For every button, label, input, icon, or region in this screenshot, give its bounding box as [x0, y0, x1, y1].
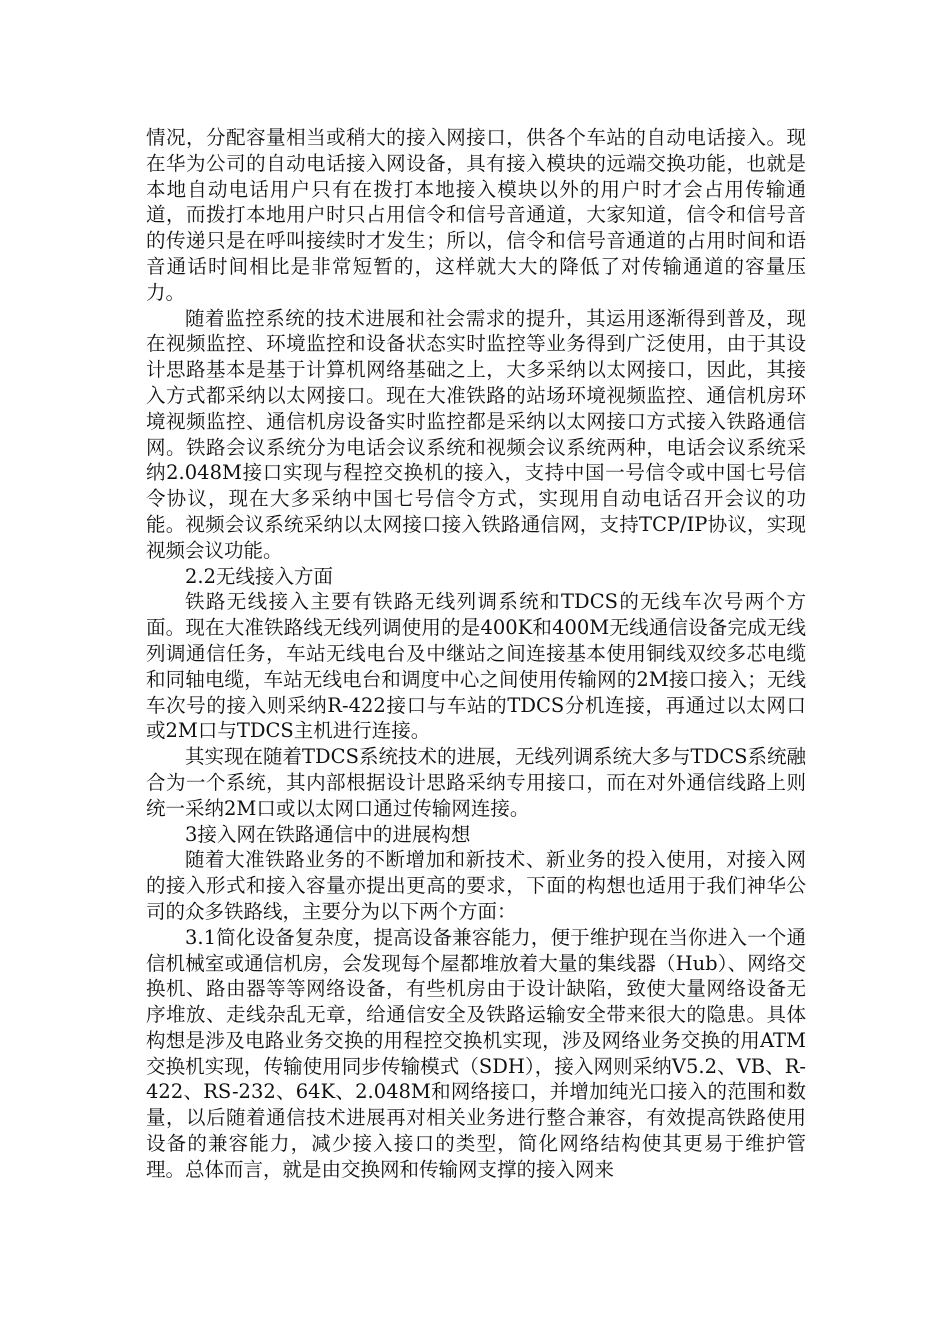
- paragraph: 随着大准铁路业务的不断增加和新技术、新业务的投入使用，对接入网的接入形式和接入容量亦提出更高的要求，下面的构想也适用于我们神华公司的众多铁路线，主要分为以下两个方面：: [146, 848, 806, 923]
- paragraph: 情况，分配容量相当或稍大的接入网接口，供各个车站的自动电话接入。现在华为公司的自动电话接入网设备，具有接入模块的远端交换功能，也就是本地自动电话用户只有在拨打本地接入模块以外的用户时才会占用传输通道，而拨打本地用户时只占用信令和信号音通道，大家知道，信令和信号音的传递只是在呼叫接续时才发生；所以，信令和信号音通道的占用时间和语音通话时间相比是非常短暂的，这样就大大的降低了对传输通道的容量压力。: [146, 126, 806, 304]
- section-heading: 2.2无线接入方面: [185, 564, 334, 588]
- paragraph: 其实现在随着TDCS系统技术的进展，无线列调系统大多与TDCS系统融合为一个系统，其内部根据设计思路采纳专用接口，而在对外通信线路上则统一采纳2M口或以太网口通过传输网连接。: [146, 745, 806, 820]
- paragraph: 随着监控系统的技术进展和社会需求的提升，其运用逐渐得到普及，现在视频监控、环境监控和设备状态实时监控等业务得到广泛使用，由于其设计思路基本是基于计算机网络基础之上，大多采纳以太网接口，因此，其接入方式都采纳以太网接口。现在大准铁路的站场环境视频监控、通信机房环境视频监控、通信机房设备实时监控都是采纳以太网接口方式接入铁路通信网。铁路会议系统分为电话会议系统和视频会议系统两种，电话会议系统采纳2.048M接口实现与程控交换机的接入，支持中国一号信令或中国七号信令协议，现在大多采纳中国七号信令方式，实现用自动电话召开会议的功能。视频会议系统采纳以太网接口接入铁路通信网，支持TCP/IP协议，实现视频会议功能。: [146, 306, 806, 562]
- document-body: [146, 125, 806, 1183]
- paragraph: 3.1简化设备复杂度，提高设备兼容能力，便于维护现在当你进入一个通信机械室或通信机房，会发现每个屋都堆放着大量的集线器（Hub）、网络交换机、路由器等等网络设备，有些机房由于设计缺陷，致使大量网络设备无序堆放、走线杂乱无章，给通信安全及铁路运输安全带来很大的隐患。具体构想是涉及电路业务交换的用程控交换机实现，涉及网络业务交换的用ATM交换机实现，传输使用同步传输模式（SDH），接入网则采纳V5.2、VB、R-422、RS-232、64K、2.048M和网络接口，并增加纯光口接入的范围和数量，以后随着通信技术进展再对相关业务进行整合兼容，有效提高铁路使用设备的兼容能力，减少接入接口的类型，简化网络结构使其更易于维护管理。总体而言，就是由交换网和传输网支撑的接入网来: [146, 925, 806, 1181]
- section-heading: 3接入网在铁路通信中的进展构想: [185, 822, 471, 846]
- paragraph: 铁路无线接入主要有铁路无线列调系统和TDCS的无线车次号两个方面。现在大准铁路线无线列调使用的是400K和400M无线通信设备完成无线列调通信任务，车站无线电台及中继站之间连接基本使用铜线双绞多芯电缆和同轴电缆，车站无线电台和调度中心之间使用传输网的2M接口接入；无线车次号的接入则采纳R-422接口与车站的TDCS分机连接，再通过以太网口或2M口与TDCS主机进行连接。: [146, 590, 806, 743]
